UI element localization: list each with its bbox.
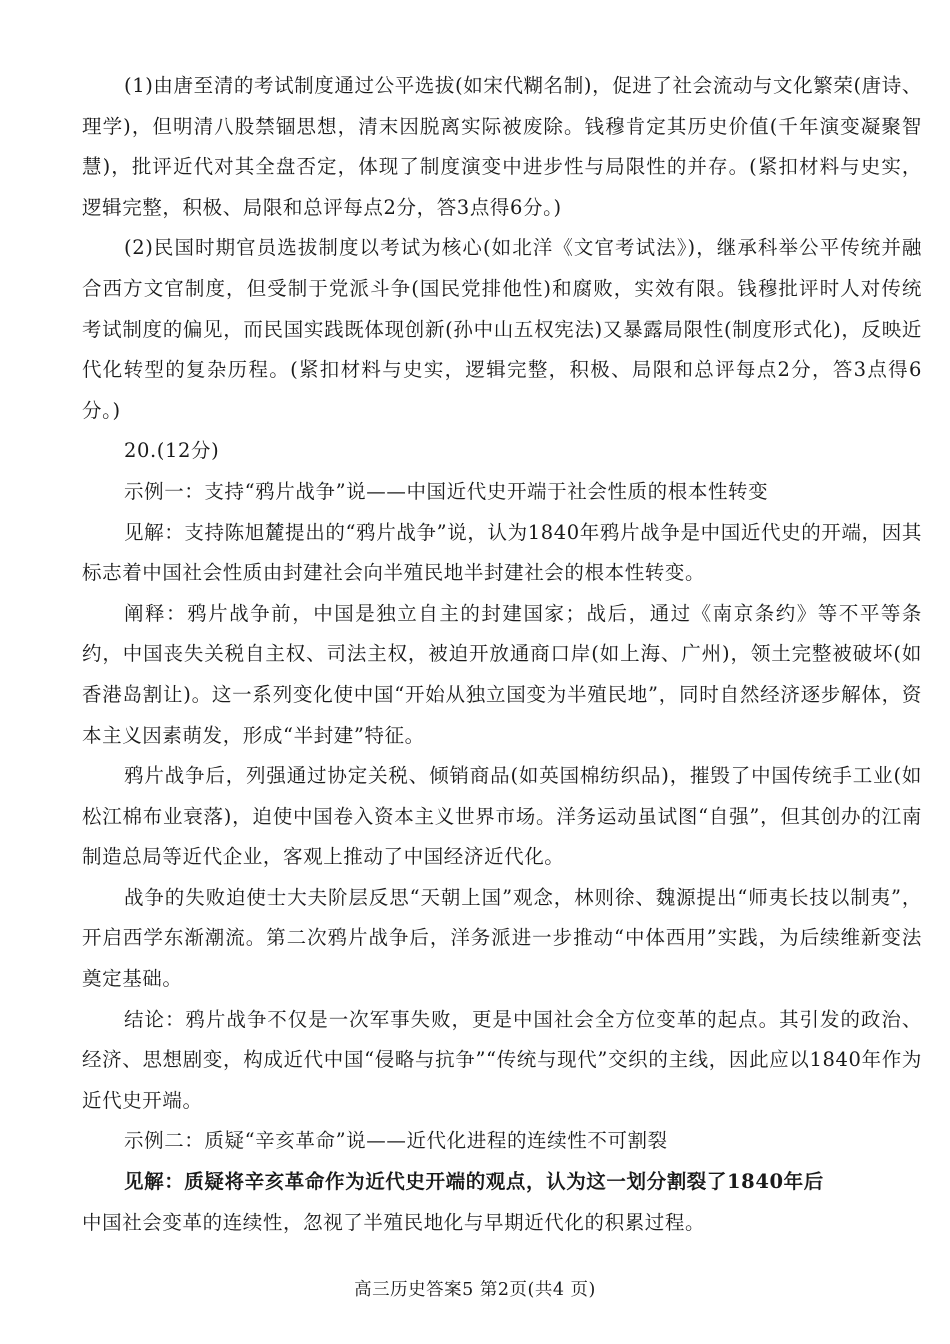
example-1-heading: 示例一：支持“鸦片战争”说——中国近代史开端于社会性质的根本性转变 bbox=[124, 479, 769, 503]
example-2-heading: 示例二：质疑“辛亥革命”说——近代化进程的连续性不可割裂 bbox=[124, 1129, 668, 1153]
answer-body bbox=[82, 66, 922, 1243]
page-footer: 高三历史答案5 第2页(共4 页) bbox=[354, 1280, 596, 1300]
example-2-view-bold-line: 见解：质疑将辛亥革命作为近代史开端的观点，认为这一划分割裂了1840年后 bbox=[124, 1170, 824, 1194]
question-20-heading: 20.(12分) bbox=[124, 439, 220, 463]
example-1-elaboration-paragraph: 阐释：鸦片战争前，中国是独立自主的封建国家；战后，通过《南京条约》等不平等条约，中国丧失关税自主权、司法主权，被迫开放通商口岸(如上海、广州)，领土完整被破坏(如香港岛割让)。这一系列变化使中国“开始从独立国变为半殖民地”，同时自然经济逐步解体，资本主义因素萌发，形成“半封建”特征。 bbox=[82, 601, 922, 747]
answer-2-paragraph: (2)民国时期官员选拔制度以考试为核心(如北洋《文官考试法》)，继承科举公平传统并融合西方文官制度，但受制于党派斗争(国民党排他性)和腐败，实效有限。钱穆批评时人对传统考试制度的偏见，而民国实践既体现创新(孙中山五权宪法)又暴露局限性(制度形式化)，反映近代化转型的复杂历程。(紧扣材料与史实，逻辑完整，积极、局限和总评每点2分，答3点得6分。) bbox=[82, 236, 922, 422]
example-1-thought-paragraph: 战争的失败迫使士大夫阶层反思“天朝上国”观念，林则徐、魏源提出“师夷长技以制夷”，开启西学东渐潮流。第二次鸦片战争后，洋务派进一步推动“中体西用”实践，为后续维新变法奠定基础。 bbox=[82, 885, 922, 991]
answer-1-paragraph: (1)由唐至清的考试制度通过公平选拔(如宋代糊名制)，促进了社会流动与文化繁荣(唐诗、理学)，但明清八股禁锢思想，清末因脱离实际被废除。钱穆肯定其历史价值(千年演变凝聚智慧)，批评近代对其全盘否定，体现了制度演变中进步性与局限性的并存。(紧扣材料与史实，逻辑完整，积极、局限和总评每点2分，答3点得6分。) bbox=[82, 74, 922, 219]
example-1-economy-paragraph: 鸦片战争后，列强通过协定关税、倾销商品(如英国棉纺织品)，摧毁了中国传统手工业(如松江棉布业衰落)，迫使中国卷入资本主义世界市场。洋务运动虽试图“自强”，但其创办的江南制造总局等近代企业，客观上推动了中国经济近代化。 bbox=[82, 764, 922, 869]
example-1-view-paragraph: 见解：支持陈旭麓提出的“鸦片战争”说，认为1840年鸦片战争是中国近代史的开端，因其标志着中国社会性质由封建社会向半殖民地半封建社会的根本性转变。 bbox=[82, 520, 922, 585]
example-1-conclusion-paragraph: 结论：鸦片战争不仅是一次军事失败，更是中国社会全方位变革的起点。其引发的政治、经济、思想剧变，构成近代中国“侵略与抗争”“传统与现代”交织的主线，因此应以1840年作为近代史开端。 bbox=[82, 1007, 922, 1112]
example-2-view-continuation: 中国社会变革的连续性，忽视了半殖民地化与早期近代化的积累过程。 bbox=[82, 1210, 706, 1234]
